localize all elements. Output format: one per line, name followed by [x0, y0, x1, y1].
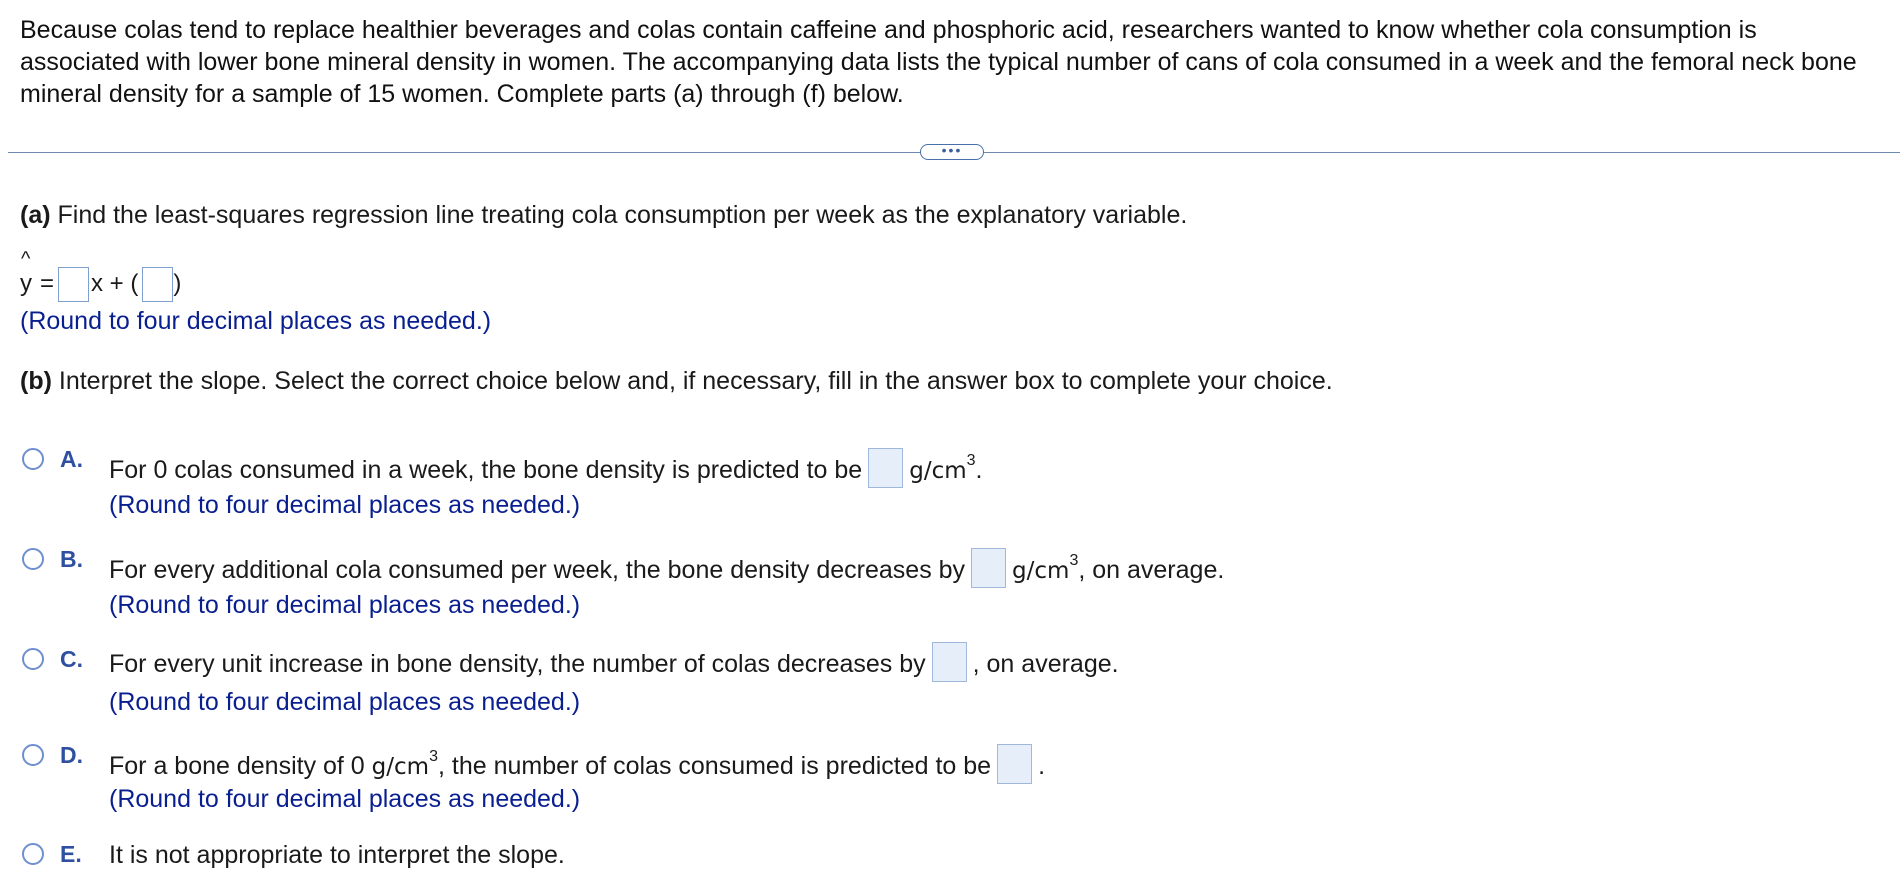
choice-b-before: For every additional cola consumed per week, the bone density decreases by: [109, 556, 966, 584]
choice-d-input[interactable]: [997, 744, 1032, 784]
choice-c-input[interactable]: [932, 642, 967, 682]
equals-sign: =: [40, 270, 55, 297]
part-b-label: (b): [20, 367, 52, 395]
choice-e-letter: E.: [60, 841, 82, 867]
x-plus-text: x + (: [91, 270, 139, 297]
choice-d-hint: (Round to four decimal places as needed.): [109, 785, 581, 813]
choice-c-text: [109, 642, 1119, 682]
choice-a-unit: g/cm: [909, 458, 967, 484]
choice-a-before: For 0 colas consumed in a week, the bone density is predicted to be: [109, 456, 863, 484]
choice-d-text: [109, 744, 1045, 784]
choice-e-text: It is not appropriate to interpret the slope.: [109, 841, 565, 869]
part-b-text: Interpret the slope. Select the correct choice below and, if necessary, fill in the answer box to complete your choice.: [58, 367, 1333, 395]
choice-d-radio[interactable]: [22, 744, 44, 766]
choice-b-sup: 3: [1069, 551, 1079, 569]
choice-c-radio[interactable]: [22, 648, 44, 670]
choice-d-letter: D.: [60, 742, 83, 768]
part-a-question: [20, 201, 1187, 230]
slope-input[interactable]: [58, 267, 89, 302]
choice-d-after: .: [1038, 752, 1046, 780]
regression-equation: [20, 248, 182, 304]
choice-b-text: [109, 548, 1224, 588]
choice-a-input[interactable]: [868, 448, 903, 488]
y-hat-symbol: [20, 248, 36, 298]
choice-c-hint: (Round to four decimal places as needed.): [109, 688, 581, 716]
choice-d-middle: , the number of colas consumed is predicted to be: [437, 752, 992, 780]
intercept-input[interactable]: [142, 267, 173, 302]
problem-intro: Because colas tend to replace healthier beverages and colas contain caffeine and phosphoric acid, researchers wanted to know whether cola consumption is associated with lower bone mineral density in women. The accompanying data lists the typical number of cans of cola consumed in a week and the femoral neck bone mineral density for a sample of 15 women. Complete parts (a) through (f) below.: [20, 16, 1857, 108]
hat-accent: ^: [21, 248, 31, 270]
part-b-question: [20, 367, 1333, 396]
choice-c-letter: C.: [60, 646, 83, 672]
choice-d-before: For a bone density of 0: [109, 752, 365, 780]
expand-more-button[interactable]: •••: [920, 144, 984, 160]
choice-c-before: For every unit increase in bone density, the number of colas decreases by: [109, 650, 926, 678]
choice-b-hint: (Round to four decimal places as needed.): [109, 591, 581, 619]
part-a-label: (a): [20, 201, 51, 229]
choice-b-radio[interactable]: [22, 548, 44, 570]
choice-b-unit: g/cm: [1012, 558, 1070, 584]
choice-c-after: , on average.: [972, 650, 1119, 678]
choice-a-hint: (Round to four decimal places as needed.): [109, 491, 581, 519]
part-a-text: Find the least-squares regression line treating cola consumption per week as the explanatory variable.: [57, 201, 1188, 229]
choice-a-letter: A.: [60, 446, 83, 472]
close-paren: ): [173, 270, 182, 297]
choice-e-radio[interactable]: [22, 843, 44, 865]
choice-a-radio[interactable]: [22, 448, 44, 470]
choice-a-sup: 3: [966, 451, 976, 469]
choice-b-input[interactable]: [971, 548, 1006, 588]
part-a-hint: (Round to four decimal places as needed.): [20, 307, 492, 335]
choice-a-after: .: [975, 456, 983, 484]
choice-d-sup: 3: [429, 747, 438, 765]
choice-d-unit: g/cm: [371, 754, 430, 780]
choice-a-text: [109, 448, 982, 488]
choice-b-after: , on average.: [1078, 556, 1225, 584]
y-letter: y: [20, 270, 32, 297]
choice-b-letter: B.: [60, 546, 83, 572]
